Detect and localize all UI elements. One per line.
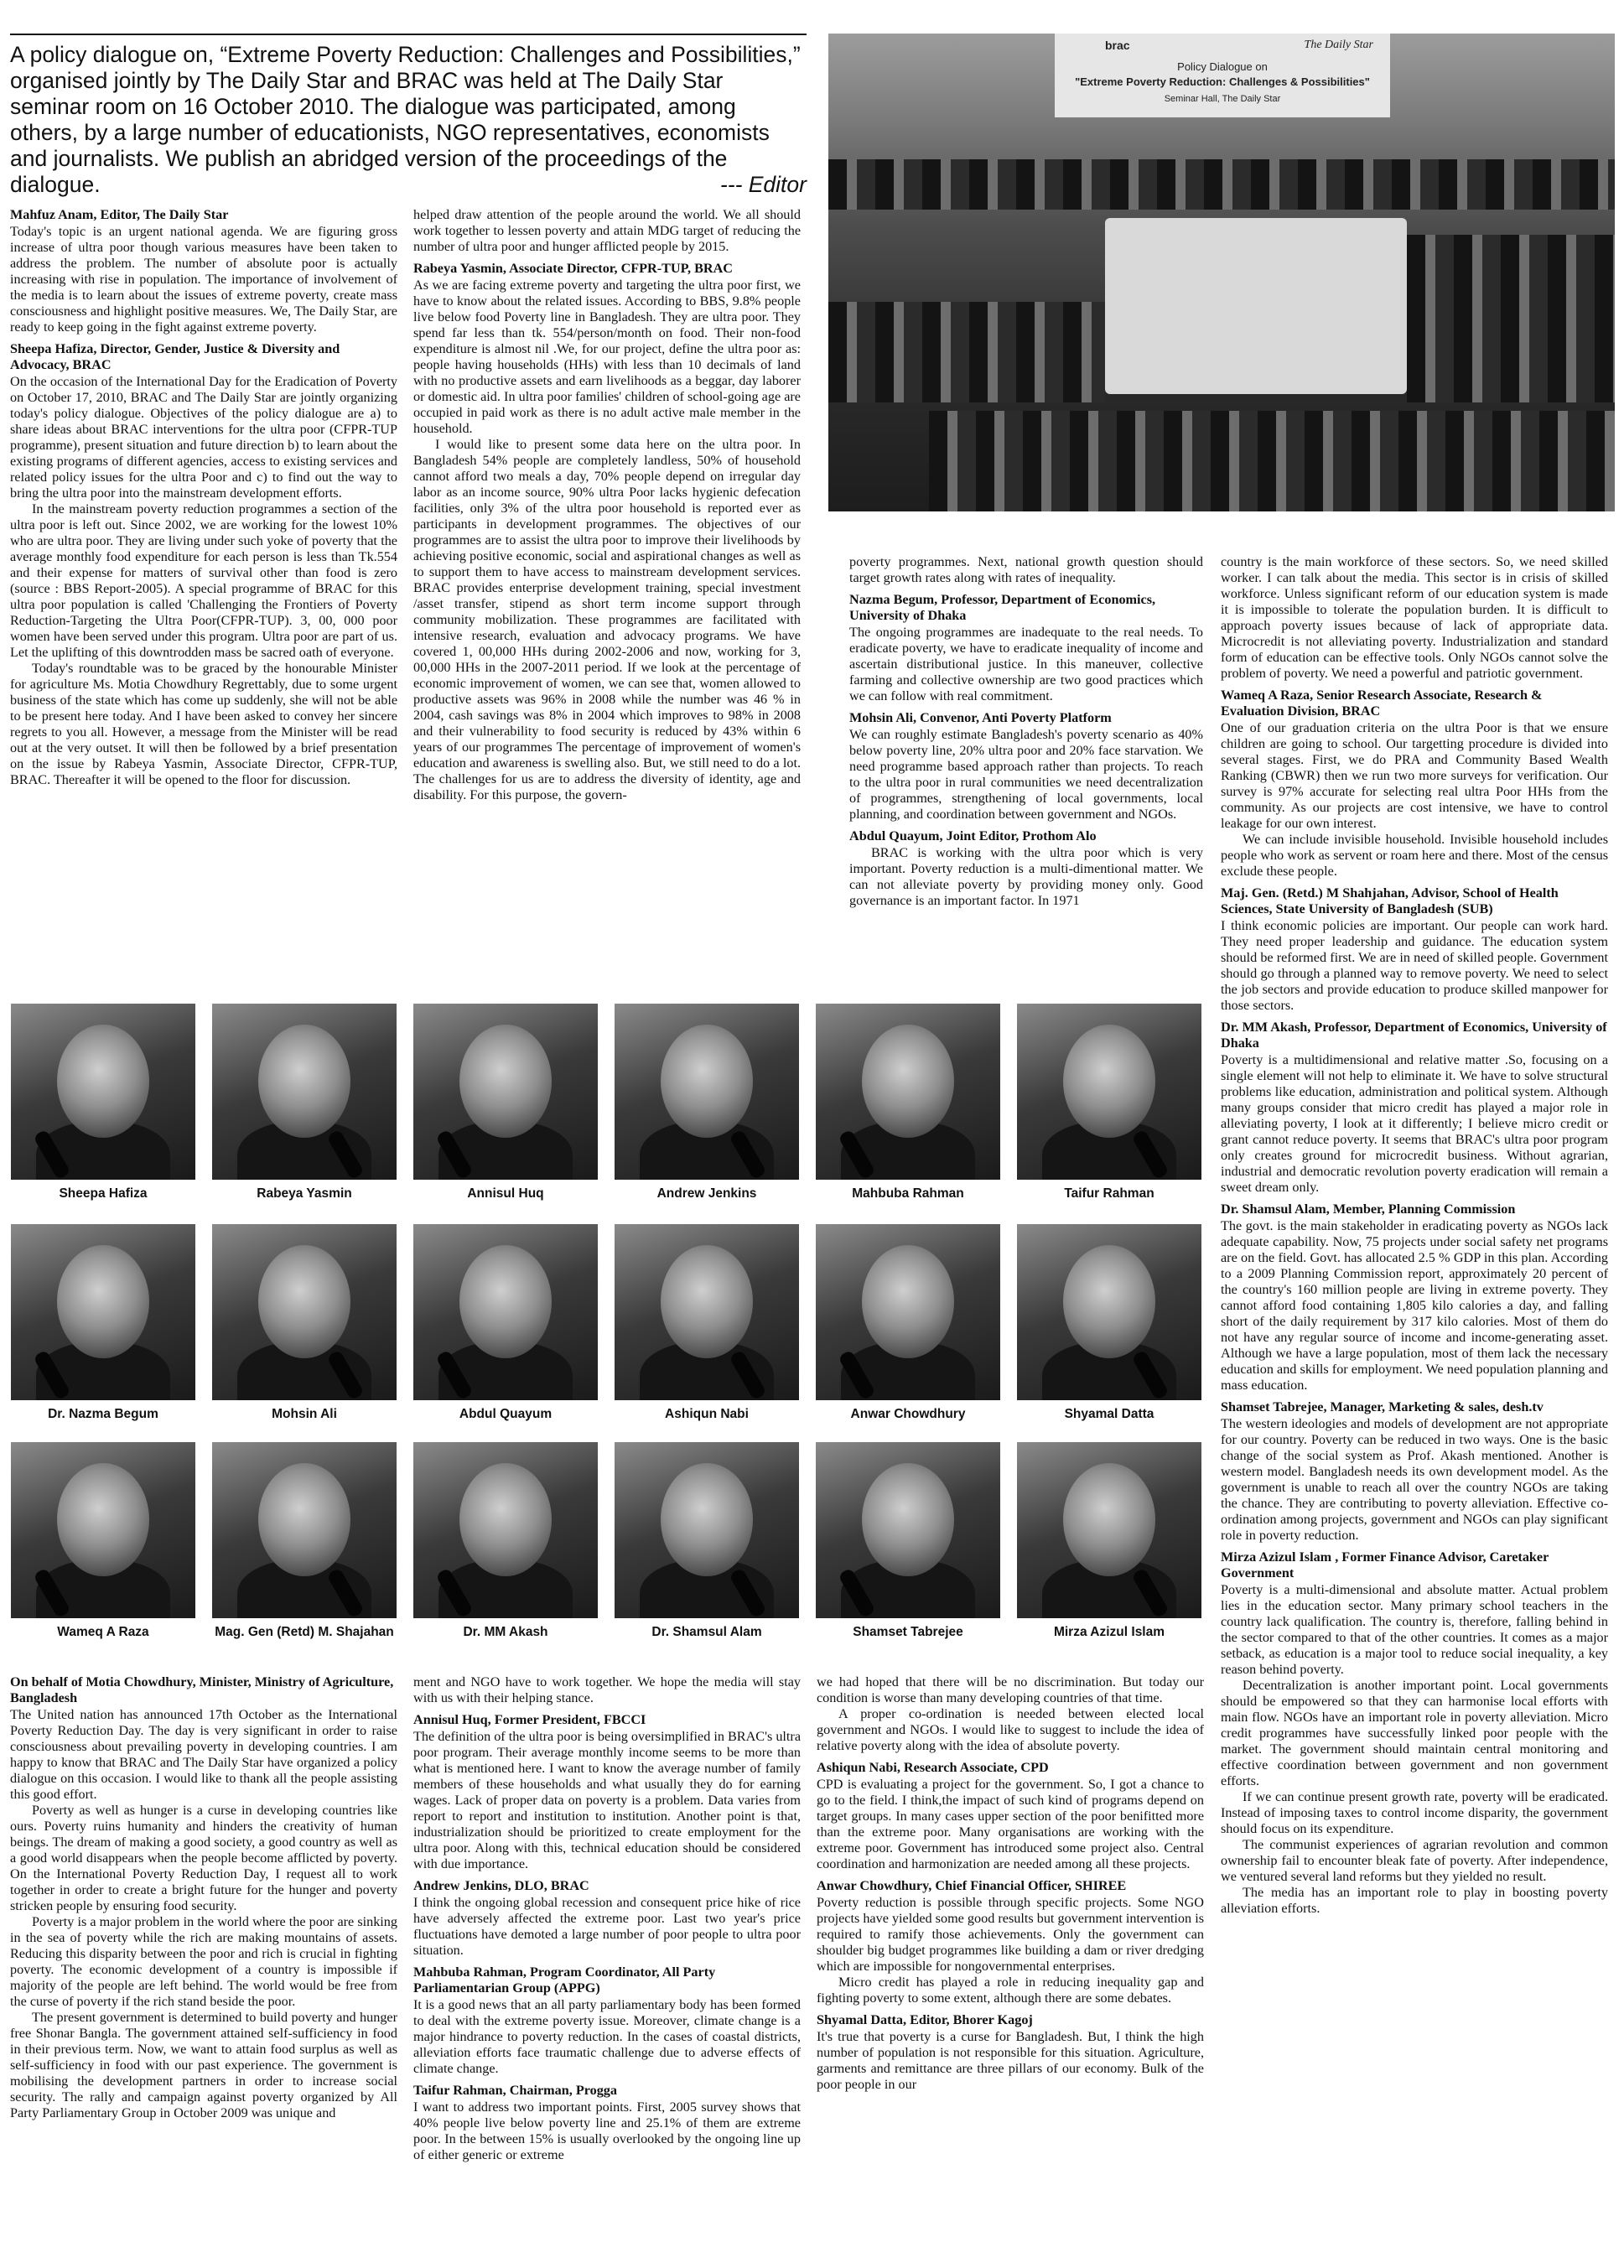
daily-star-logo-text: The Daily Star (1304, 39, 1373, 51)
paragraph: The United nation has announced 17th October as the International Poverty Reduction Day. The day is very significant in order to raise consciousness about prevailing poverty in developing countries. I am happy to know that BRAC and The Daily Star have organized a policy dialogue on this occasion. I would like to thank all the people assisting this good effort. (10, 1707, 397, 1802)
audience-row (828, 159, 1615, 210)
portrait-photo (413, 1442, 598, 1618)
portrait-caption: Dr. MM Akash (463, 1625, 548, 1639)
speaker-heading: Shyamal Datta, Editor, Bhorer Kagoj (817, 2012, 1033, 2027)
paragraph: In the mainstream poverty reduction programmes a section of the ultra poor is left out. Since 2002, we are working for the lowest 10% who are ultra poor. They are living under such yoke of poverty that the average monthly food expenditure for each person is less than Tk.554 and their expense for matters of survival other than food is zero (source : BBS Report-2005). A special programme of BRAC for this ultra poor population is called 'Challenging the Frontiers of Poverty Reduction-Targeting the Ultra Poor(CFPR-TUP). 3, 00, 000 poor women have been served under this program. Ultra poor are part of us. Let the uplifting of this downtrodden mass be sacred oath of everyone. (10, 501, 397, 660)
portrait-face (459, 1025, 552, 1138)
portrait-caption: Mohsin Ali (272, 1407, 337, 1421)
portrait-face (258, 1463, 350, 1576)
paragraph: country is the main workforce of these sectors. So, we need skilled worker. I can talk about the media. This sector is in crisis of skilled workforce. Unless significant reform of our education system is made it is impossible to tolerate the population burden. It is difficult to approach poverty issues because of lack of appropriate data. Microcredit is not alleviating poverty. Industrialization and standard form of education can be effective tools. Only NGOs cannot solve the problem of poverty. We need a powerful and patriotic government. (1221, 554, 1608, 681)
portrait-face (1063, 1245, 1155, 1358)
paragraph: One of our graduation criteria on the ultra Poor is that we ensure children are going to school. Our targetting procedure is divided into several stages. First, we do PRA and Community Based Wealth Ranking (CBWR) then we run two more surveys for verification. Our survey is 97% accurate for selecting real ultra Poor HHs from the community. As our projects are cost intensive, we have to control leakage for our own interest. (1221, 720, 1608, 831)
portrait-photo (615, 1224, 799, 1400)
paragraph: I think the ongoing global recession and consequent price hike of rice have adversely affected the extreme poor. Last two year's price fluctuations have demoted a large number of poor people to ultra poor situation. (413, 1895, 801, 1958)
conference-table (1105, 218, 1407, 394)
paragraph: Today's topic is an urgent national agenda. We are figuring gross increase of ultra poor though various measures have been taken to address the problem. The number of absolute poor is actually increasing with rise in population. The importance of involvement of the media is to learn about the issues of extreme poverty, create mass consciousness and highlight positive measures. We, The Daily Star, are ready to keep going in the fight against extreme poverty. (10, 224, 397, 335)
paragraph: The govt. is the main stakeholder in eradicating poverty as NGOs lack adequate capability. Now, 75 projects under social safety net programs are on the field. Govt. has allocated 2.5 % GDP in this plan. According to a 2009 Planning Commission report, approximately 20 percent of the country's 160 million people are living in extreme poverty. They cannot afford food containing 1,805 kilo calories a day, and falling short of the daily requirement by 317 kilo calories. Most of them do not have any regular source of income and income-generating asset. Although we have a large population, most of them lack the necessary education and skills for employment. We need population planning and mass education. (1221, 1218, 1608, 1393)
paragraph: The definition of the ultra poor is being oversimplified in BRAC's ultra poor program. Their average monthly income seems to be more than what is mentioned here. I want to know the average number of family members of these households and what usually they do for earning wages. Lack of proper data on poverty is a problem. Data varies from report to report and institution to institution. Another point is that, industrialization should be prioritized to create employment for the ultra poor. Along with this, technical education should be considered with due importance. (413, 1729, 801, 1871)
paragraph: CPD is evaluating a project for the government. So, I got a chance to go to the field. I think,the impact of such kind of programs depend on target groups. In many cases upper section of the poor benifitted more than the extreme poor. Many organisations are working with the extreme poor. Government has introduced some project also. Central coordination and harmonization are needed among all these projects. (817, 1777, 1204, 1871)
speaker-heading: Abdul Quayum, Joint Editor, Prothom Alo (849, 828, 1097, 843)
portrait-photo (11, 1004, 195, 1180)
paragraph: The western ideologies and models of development are not appropriate for our country. Poverty can be reduced in two ways. One is the basic change of the social system as Prof. Akash mentioned. Another is western model. Bangladesh needs its own development model. As the government is unable to reach all over the country NGOs are taking the chance. They are contributing to poverty alleviation. Effective co-ordination among projects, government and NGOs can play significant role in poverty reduction. (1221, 1416, 1608, 1543)
portrait-face (862, 1245, 954, 1358)
paragraph: We can roughly estimate Bangladesh's poverty scenario as 40% below poverty line, 20% ultra poor and 20% face starvation. We need programme based approach rather than projects. To reach to the ultra poor in rural communities we need decentralization of programmes, strengthening of local governments, local planning, and coordination between government and NGOs. (849, 727, 1203, 822)
portrait-caption: Shyamal Datta (1064, 1407, 1154, 1421)
portrait-face (661, 1025, 753, 1138)
portrait-photo (212, 1442, 397, 1618)
paragraph: I want to address two important points. First, 2005 survey shows that 40% people live below poverty line and 25.1% of them are extreme poor. In the between 15% is usually overlooked by the ongoing line up of either generic or extreme (413, 2099, 801, 2162)
paragraph: If we can continue present growth rate, poverty will be eradicated. Instead of imposing taxes to control income disparity, the government should focus on its expenditure. (1221, 1789, 1608, 1836)
paragraph: ment and NGO have to work together. We hope the media will stay with us with their helping stance. (413, 1674, 801, 1705)
portrait-photo (11, 1442, 195, 1618)
speaker-heading: Dr. Shamsul Alam, Member, Planning Commission (1221, 1201, 1516, 1217)
speaker-heading: Nazma Begum, Professor, Department of Economics, University of Dhaka (849, 592, 1156, 623)
column-2 (413, 207, 801, 987)
audience-front (929, 411, 1615, 511)
audience-right (1407, 235, 1615, 402)
paragraph: BRAC is working with the ultra poor which is very important. Poverty reduction is a multi-dimentional matter. We can not alleviate poverty by providing money only. Good governance is an important factor. In 1971 (849, 845, 1203, 908)
portrait-caption: Mirza Azizul Islam (1053, 1625, 1165, 1639)
bottom-column-2 (413, 1674, 801, 2261)
speaker-heading: Anwar Chowdhury, Chief Financial Officer, SHIREE (817, 1878, 1127, 1893)
speaker-heading: Andrew Jenkins, DLO, BRAC (413, 1878, 589, 1893)
paragraph: Today's roundtable was to be graced by the honourable Minister for agriculture Ms. Motia Chowdhury Regrettably, due to some urgent business of the state which has come up suddenly, she will not be able to be present here today. And I have been asked to convey her sincere regrets to you all. However, a message from the Minister will be read out at the very outset. It will then be followed by a brief presentation on the issue by Rabeya Yasmin, Associate Director, CFPR-TUP, BRAC. Thereafter it will be opened to the floor for discussion. (10, 661, 397, 787)
speaker-heading: Mohsin Ali, Convenor, Anti Poverty Platform (849, 710, 1112, 725)
portrait-face (862, 1025, 954, 1138)
bottom-column-3 (817, 1674, 1204, 2261)
portrait-caption: Dr. Shamsul Alam (651, 1625, 762, 1639)
paragraph: Poverty as well as hunger is a curse in developing countries like ours. Poverty ruins humanity and hinders the creativity of human beings. The dream of making a good society, a good country as well as a good world disappears when the people become afflicted by poverty. On the International Poverty Reduction Day, I request all to work together in order to create a bright future for the hunger and poverty stricken people by ensuring food security. (10, 1803, 397, 1913)
portrait-caption: Mahbuba Rahman (852, 1186, 964, 1201)
paragraph: It's true that poverty is a curse for Bangladesh. But, I think the high number of population is not responsible for this situation. Agriculture, garments and remittance are three pillars of our economy. Bulk of the poor people in our (817, 2029, 1204, 2092)
portrait-caption: Mag. Gen (Retd) M. Shajahan (215, 1625, 394, 1639)
portrait-face (57, 1245, 149, 1358)
portrait-caption: Wameq A Raza (57, 1625, 149, 1639)
speaker-heading: Mirza Azizul Islam , Former Finance Advisor, Caretaker Government (1221, 1549, 1549, 1580)
portrait-caption: Dr. Nazma Begum (48, 1407, 158, 1421)
paragraph: Micro credit has played a role in reducing inequality gap and fighting poverty to some extent, although there are some debates. (817, 1975, 1204, 2006)
portrait-caption: Sheepa Hafiza (59, 1186, 148, 1201)
speaker-heading: Maj. Gen. (Retd.) M Shahjahan, Advisor, School of Health Sciences, State University of Bangladesh (SUB) (1221, 885, 1559, 916)
portrait-face (862, 1463, 954, 1576)
paragraph: Poverty is a multi-dimensional and absolute matter. Actual problem lies in the education sector. Many primary school teachers in the country lack qualification. The country is, therefore, falling behind in the sector compared to that of the other countries. It comes as a major setback, as education is a major tool to reduce social inequality, a key reason behind poverty. (1221, 1582, 1608, 1677)
banner-line-3: Seminar Hall, The Daily Star (1164, 94, 1281, 104)
portrait-photo (1017, 1004, 1201, 1180)
paragraph: We can include invisible household. Invisible household includes people who work as servent or roam here and there. Most of the census exclude these people. (1221, 832, 1608, 879)
speaker-heading: Ashiqun Nabi, Research Associate, CPD (817, 1760, 1049, 1775)
column-1 (10, 207, 397, 987)
portrait-photo (212, 1004, 397, 1180)
audience-left (828, 302, 1105, 402)
paragraph: The communist experiences of agrarian revolution and common ownership fail to encounter bleak fate of poverty. After independence, we ventured several land reforms but they yielded no result. (1221, 1837, 1608, 1884)
portrait-photo (816, 1442, 1000, 1618)
portrait-face (57, 1025, 149, 1138)
speaker-heading: Dr. MM Akash, Professor, Department of Economics, University of Dhaka (1221, 1020, 1607, 1051)
portrait-face (1063, 1463, 1155, 1576)
portrait-photo (816, 1224, 1000, 1400)
portrait-caption: Abdul Quayum (459, 1407, 553, 1421)
portrait-caption: Andrew Jenkins (656, 1186, 757, 1201)
banner-screen (1055, 34, 1390, 117)
portrait-caption: Rabeya Yasmin (257, 1186, 352, 1201)
speaker-heading: Mahbuba Rahman, Program Coordinator, All Party Parliamentarian Group (APPG) (413, 1964, 716, 1996)
banner-line-2: "Extreme Poverty Reduction: Challenges & Possibilities" (1075, 75, 1370, 88)
dialogue-photo (828, 34, 1615, 511)
paragraph: I would like to present some data here on the ultra poor. In Bangladesh 54% people are completely landless, 50% of household cannot afford two meals a day, 70% people depend on irregular day labor as an income source, 90% ultra Poor lacks hygienic defecation facilities, only 3% of the ultra poor household is reported ever as participants in development programmes. The objectives of our programmes are to assist the ultra poor to improve their livelihoods by achieving positive economic, social and aspirational changes as well as to support them to have access to mainstream development services. BRAC provides enterprise development training, special investment /asset transfer, stipend as short term income support through community mobilization. These programmes are facilitated with intensive research, evaluation and advocacy programs. We have covered 1, 00,000 HHs during 2002-2006 and now, working for 3, 00,000 HHs in the 2007-2011 period. If we look at the percentage of economic improvement of women, we can see that, women allowed to productive assets was 96% in 2008 while the number was 46 % in 2004, cash savings was 8% in 2004 which improves to 98% in 2008 and their vulnerability to food security is reduced by 43% within 6 years of our programmes The percentage of improvement of women's education and awareness is swelling also. But, we still need to do a lot. The challenges for us are to address the diversity of identity, age and disability. For this purpose, the govern- (413, 437, 801, 802)
column-4 (1221, 554, 1608, 2260)
paragraph: Decentralization is another important point. Local governments should be empowered so that they can harmonise local efforts with main flow. NGOs have an important role in poverty alleviation. Micro credit programmes have successfully linked poor people with the market. The government should maintain central monitoring and effective coordination between government and non government efforts. (1221, 1678, 1608, 1788)
speaker-heading: Wameq A Raza, Senior Research Associate, Research & Evaluation Division, BRAC (1221, 688, 1543, 719)
portrait-caption: Taifur Rahman (1064, 1186, 1154, 1201)
brac-logo-text: brac (1105, 39, 1130, 52)
paragraph: As we are facing extreme poverty and targeting the ultra poor first, we have to know about the related issues. According to BBS, 9.8% people live below food Poverty line in Bangladesh. They are ultra poor. They spend far less than tk. 554/person/month on food. Their non-food expenditure is almost nil .We, for our project, define the ultra poor as: people having households (HHs) with less than 10 decimals of land with no productive assets and earn livelihoods as a beggar, day laborer or domestic aid. In ultra poor families' children of school-going age are occupied in paid work as there is no adult active male member in the household. (413, 278, 801, 436)
paragraph: poverty programmes. Next, national growth question should target growth rates along with rates of inequality. (849, 554, 1203, 585)
portrait-caption: Shamset Tabrejee (853, 1625, 963, 1639)
intro-block (10, 34, 807, 198)
portrait-photo (212, 1224, 397, 1400)
banner-line-1: Policy Dialogue on (1177, 60, 1268, 73)
paragraph: Poverty reduction is possible through specific projects. Some NGO projects have yielded some good results but government intervention is required to ramify those achievements. Only the government can shoulder big budget programmes like building a dam or river dredging which are impossible for nongovernmental enterprises. (817, 1895, 1204, 1974)
column-3 (849, 554, 1203, 987)
portrait-caption: Anwar Chowdhury (850, 1407, 966, 1421)
portrait-photo (1017, 1442, 1201, 1618)
portrait-caption: Annisul Huq (467, 1186, 544, 1201)
speaker-heading: Mahfuz Anam, Editor, The Daily Star (10, 207, 229, 222)
paragraph: we had hoped that there will be no discrimination. But today our condition is worse than many developing countries of that time. (817, 1674, 1204, 1705)
portrait-photo (615, 1442, 799, 1618)
speaker-heading: Taifur Rahman, Chairman, Progga (413, 2083, 617, 2098)
paragraph: The media has an important role to play in boosting poverty alleviation efforts. (1221, 1885, 1608, 1916)
portrait-photo (816, 1004, 1000, 1180)
portrait-face (258, 1245, 350, 1358)
intro-text: A policy dialogue on, “Extreme Poverty Reduction: Challenges and Possibilities,” organised jointly by The Daily Star and BRAC was held at The Daily Star seminar room on 16 October 2010. The dialogue was participated, among others, by a large number of educationists, NGO representatives, economists and journalists. We publish an abridged version of the proceedings of the dialogue. (10, 42, 801, 197)
speaker-heading: Sheepa Hafiza, Director, Gender, Justice & Diversity and Advocacy, BRAC (10, 341, 340, 372)
portrait-face (57, 1463, 149, 1576)
portrait-face (258, 1025, 350, 1138)
portrait-photo (615, 1004, 799, 1180)
portrait-photo (413, 1224, 598, 1400)
portrait-face (459, 1463, 552, 1576)
bottom-column-1 (10, 1674, 397, 2261)
paragraph: Poverty is a major problem in the world where the poor are sinking in the sea of poverty while the rich are making mountains of assets. Reducing this disparity between the poor and rich is crucial in fighting poverty. The economic development of a country is impossible if majority of the people are left behind. The world would be free from the curse of poverty if the rich stand beside the poor. (10, 1914, 397, 2009)
speaker-heading: Shamset Tabrejee, Manager, Marketing & sales, desh.tv (1221, 1399, 1544, 1414)
portrait-photo (413, 1004, 598, 1180)
portrait-photo (1017, 1224, 1201, 1400)
paragraph: On the occasion of the International Day for the Eradication of Poverty on October 17, 2010, BRAC and The Daily Star are jointly organizing today's policy dialogue. Objectives of the policy dialogue are a) to share ideas about BRAC interventions for the ultra poor (CFPR-TUP programme), present situation and future direction b) to learn about the existing programs of different agencies, access to existing services and related policy issues for the ultra Poor and c) to find out the way to bring the ultra poor into the mainstream development efforts. (10, 374, 397, 501)
speaker-heading: Annisul Huq, Former President, FBCCI (413, 1712, 646, 1727)
portrait-face (661, 1463, 753, 1576)
portrait-face (661, 1245, 753, 1358)
paragraph: A proper co-ordination is needed between elected local government and NGOs. I would like to suggest to include the idea of relative poverty along with the idea of absolute poverty. (817, 1706, 1204, 1753)
paragraph: The present government is determined to build poverty and hunger free Shonar Bangla. The government attained self-sufficiency in food in their previous term. Now, we want to attain food surplus as well as self-sufficiency in food with our past experience. The government is mobilising the development partners in order to increase social security. The rally and campaign against poverty organized by All Party Parliamentary Group in October 2009 was unique and (10, 2010, 397, 2120)
portrait-photo (11, 1224, 195, 1400)
speaker-heading: Rabeya Yasmin, Associate Director, CFPR-TUP, BRAC (413, 261, 733, 276)
portrait-face (1063, 1025, 1155, 1138)
paragraph: helped draw attention of the people around the world. We all should work together to lessen poverty and attain MDG target of reducing the number of ultra poor and hunger afflicted people by 2015. (413, 207, 801, 254)
paragraph: Poverty is a multidimensional and relative matter .So, focusing on a single element will not help to eliminate it. We have to solve structural problems like education, administration and political system. Although many groups consider that micro credit has played a major role in alleviating poverty, I look at it differently; I believe micro credit or grant cannot reduce poverty. It seems that BRAC's ultra poor program only creates ground for microcredit business. Without agrarian, industrial and democratic revolution poverty eradication will remain a sweet dream only. (1221, 1052, 1608, 1195)
portrait-face (459, 1245, 552, 1358)
paragraph: I think economic policies are important. Our people can work hard. They need proper leadership and guidance. The education system should be reformed first. We are in need of skilled people. Government should go through a planned way to remove poverty. We need to select the job sectors and provide education to produce skilled manpower for those sectors. (1221, 918, 1608, 1013)
portrait-caption: Ashiqun Nabi (665, 1407, 749, 1421)
speaker-heading: On behalf of Motia Chowdhury, Minister, Ministry of Agriculture, Bangladesh (10, 1674, 394, 1705)
editor-tag: --- Editor (719, 172, 807, 197)
paragraph: It is a good news that an all party parliamentary body has been formed to deal with the extreme poverty issue. Moreover, climate change is a major hindrance to poverty reduction. In the cases of coastal districts, alleviation efforts face traumatic challenge due to adverse effects of climate change. (413, 1997, 801, 2076)
paragraph: The ongoing programmes are inadequate to the real needs. To eradicate poverty, we have to eradicate inequality of income and ascertain distributional justice. In this maneuver, collective farming and collective ownership are two good practices which we can follow with real commitment. (849, 625, 1203, 703)
